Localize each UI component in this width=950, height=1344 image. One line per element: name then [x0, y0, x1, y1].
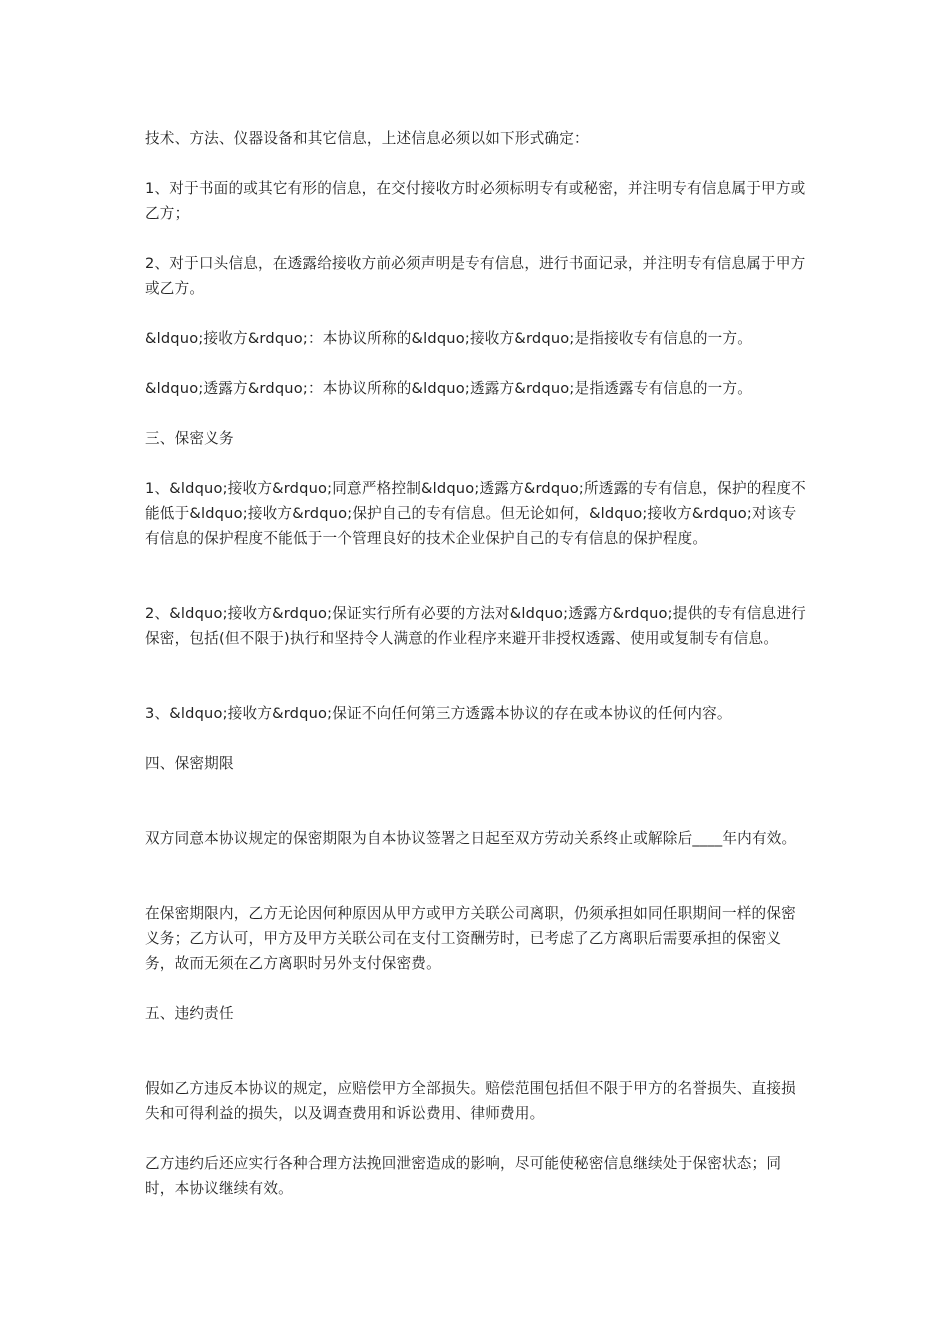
paragraph-obligation-2: 2、&ldquo;接收方&rdquo;保证实行所有必要的方法对&ldquo;透露方&rdquo;提供的专有信息进行保密，包括(但不限于)执行和坚持令人满意的作业程序来避开非授权透露、使用或复制专有信息。	[145, 605, 806, 647]
paragraph-discloser-definition: &ldquo;透露方&rdquo;：本协议所称的&ldquo;透露方&rdquo;是指透露专有信息的一方。	[145, 380, 753, 397]
paragraph-breach-remediation: 乙方违约后还应实行各种合理方法挽回泄密造成的影响，尽可能使秘密信息继续处于保密状态；同时，本协议继续有效。	[145, 1155, 782, 1197]
paragraph-period-after-resignation: 在保密期限内，乙方无论因何种原因从甲方或甲方关联公司离职，仍须承担如同任职期间一样的保密义务；乙方认可，甲方及甲方关联公司在支付工资酬劳时，已考虑了乙方离职后需要承担的保密义务，故而无须在乙方离职时另外支付保密费。	[145, 905, 796, 972]
paragraph-receiver-definition: &ldquo;接收方&rdquo;：本协议所称的&ldquo;接收方&rdquo;是指接收专有信息的一方。	[145, 330, 753, 347]
paragraph-obligation-1: 1、&ldquo;接收方&rdquo;同意严格控制&ldquo;透露方&rdquo;所透露的专有信息，保护的程度不能低于&ldquo;接收方&rdquo;保护自己的专有信息。但无论如何，&ldquo;接收方&rdquo;对该专有信息的保护程度不能低于一个管理良好的技术企业保护自己的专有信息的保护程度。	[145, 480, 806, 547]
paragraph-period-duration: 双方同意本协议规定的保密期限为自本协议签署之日起至双方劳动关系终止或解除后____年内有效。	[145, 830, 797, 847]
paragraph-obligation-3: 3、&ldquo;接收方&rdquo;保证不向任何第三方透露本协议的存在或本协议的任何内容。	[145, 705, 732, 722]
paragraph-written-info: 1、对于书面的或其它有形的信息，在交付接收方时必须标明专有或秘密，并注明专有信息属于甲方或乙方；	[145, 180, 806, 222]
paragraph-oral-info: 2、对于口头信息，在透露给接收方前必须声明是专有信息，进行书面记录，并注明专有信息属于甲方或乙方。	[145, 255, 806, 297]
section-heading-confidentiality-period: 四、保密期限	[145, 755, 234, 772]
section-heading-confidentiality-obligations: 三、保密义务	[145, 430, 234, 447]
section-heading-breach-liability: 五、违约责任	[145, 1005, 234, 1022]
paragraph-info-forms-intro: 技术、方法、仪器设备和其它信息，上述信息必须以如下形式确定：	[145, 130, 589, 147]
paragraph-breach-compensation: 假如乙方违反本协议的规定，应赔偿甲方全部损失。赔偿范围包括但不限于甲方的名誉损失、直接损失和可得利益的损失，以及调查费用和诉讼费用、律师费用。	[145, 1080, 796, 1122]
